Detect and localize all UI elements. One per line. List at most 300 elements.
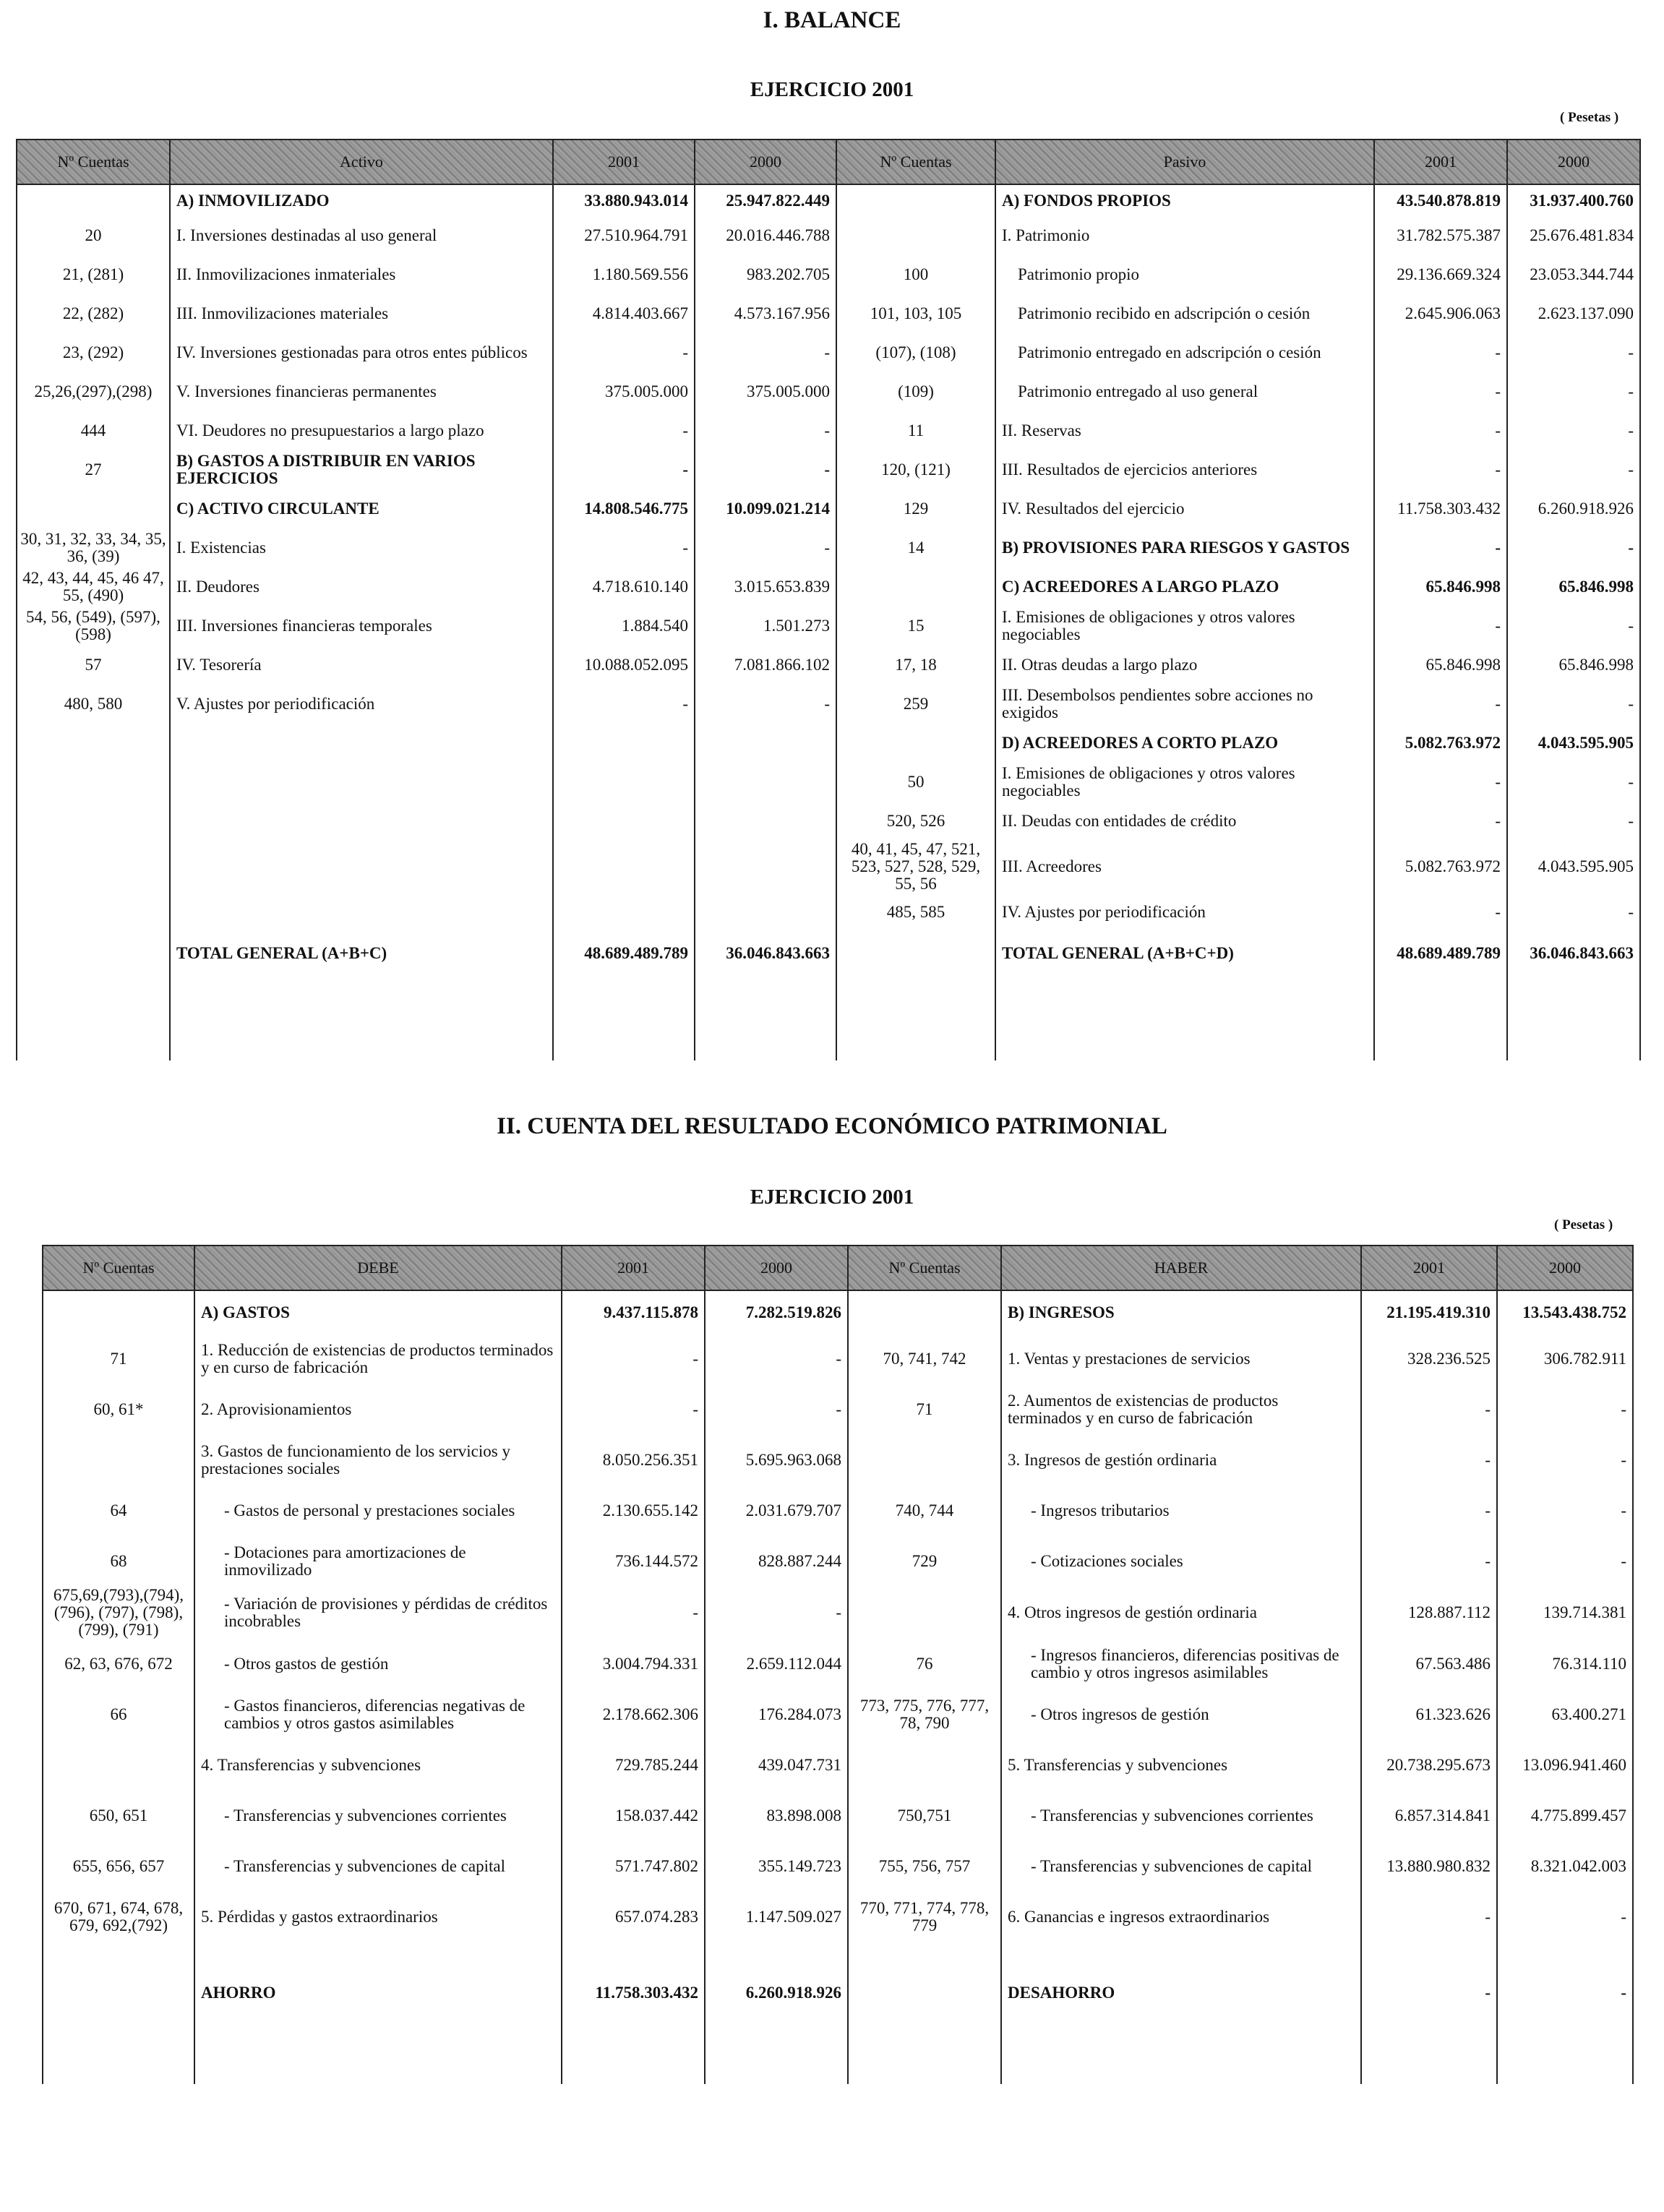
haber-2000-cell: 63.400.271 <box>1497 1689 1633 1740</box>
pasivo-2000-cell: - <box>1507 685 1640 724</box>
results-header-row <box>43 1246 1633 1290</box>
pasivo-2000-cell: - <box>1507 763 1640 802</box>
pasivo-2000-cell: 65.846.998 <box>1507 646 1640 685</box>
activo-label-cell <box>170 763 553 802</box>
pasivo-2001-cell: 65.846.998 <box>1374 646 1507 685</box>
haber-2000-cell: 13.543.438.752 <box>1497 1290 1633 1334</box>
balance-row <box>17 802 1640 841</box>
haber-label-cell: - Ingresos tributarios <box>1001 1486 1361 1536</box>
haber-account-cell: 755, 756, 757 <box>848 1841 1001 1892</box>
haber-label-cell: - Transferencias y subvenciones corrientes <box>1001 1791 1361 1841</box>
pasivo-label-cell: IV. Ajustes por periodificación <box>995 893 1374 932</box>
empty-cell <box>17 975 170 1060</box>
debe-2000-cell: 439.047.731 <box>705 1740 848 1791</box>
haber-label-cell: 6. Ganancias e ingresos extraordinarios <box>1001 1892 1361 1942</box>
activo-2000-cell: 375.005.000 <box>695 372 836 411</box>
results-row <box>43 1841 1633 1892</box>
activo-2001-cell: 375.005.000 <box>553 372 695 411</box>
results-row <box>43 1639 1633 1689</box>
debe-2000-cell: 355.149.723 <box>705 1841 848 1892</box>
activo-label-cell: II. Deudores <box>170 567 553 606</box>
haber-account-cell: 70, 741, 742 <box>848 1334 1001 1384</box>
haber-2001-cell: 6.857.314.841 <box>1361 1791 1497 1841</box>
pasivo-account-cell <box>836 184 995 216</box>
pasivo-2000-cell: 23.053.344.744 <box>1507 255 1640 294</box>
results-header-2001: 2001 <box>1361 1246 1497 1290</box>
activo-2001-cell <box>553 802 695 841</box>
pasivo-2001-cell: - <box>1374 372 1507 411</box>
empty-cell <box>1374 975 1507 1060</box>
debe-label-cell: 1. Reducción de existencias de productos terminados y en curso de fabricación <box>194 1334 562 1384</box>
haber-2000-cell: 13.096.941.460 <box>1497 1740 1633 1791</box>
pasivo-label-cell: III. Acreedores <box>995 841 1374 893</box>
activo-account-cell: 21, (281) <box>17 255 170 294</box>
balance-row <box>17 932 1640 975</box>
debe-2001-cell: 8.050.256.351 <box>562 1435 705 1486</box>
results-exercise: EJERCICIO 2001 <box>750 1186 914 1209</box>
balance-header-2001: 2001 <box>553 140 695 184</box>
haber-2001-cell: - <box>1361 1892 1497 1942</box>
results-row <box>43 1740 1633 1791</box>
balance-row <box>17 411 1640 450</box>
pasivo-account-cell: 50 <box>836 763 995 802</box>
pasivo-account-cell <box>836 932 995 975</box>
pasivo-2000-cell: - <box>1507 802 1640 841</box>
results-header-account: Nº Cuentas <box>848 1246 1001 1290</box>
activo-2001-cell: 10.088.052.095 <box>553 646 695 685</box>
haber-2001-cell: 128.887.112 <box>1361 1587 1497 1639</box>
empty-cell <box>695 975 836 1060</box>
activo-2000-cell: 36.046.843.663 <box>695 932 836 975</box>
pasivo-label-cell: Patrimonio propio <box>995 255 1374 294</box>
balance-row <box>17 763 1640 802</box>
activo-label-cell: B) GASTOS A DISTRIBUIR EN VARIOS EJERCICIOS <box>170 450 553 489</box>
balance-row <box>17 841 1640 893</box>
debe-2000-cell: 2.031.679.707 <box>705 1486 848 1536</box>
pasivo-account-cell: 40, 41, 45, 47, 521, 523, 527, 528, 529, 55, 56 <box>836 841 995 893</box>
pasivo-2000-cell: 65.846.998 <box>1507 567 1640 606</box>
activo-2000-cell: - <box>695 333 836 372</box>
pasivo-2000-cell: 4.043.595.905 <box>1507 724 1640 763</box>
pasivo-label-cell: I. Emisiones de obligaciones y otros valores negociables <box>995 606 1374 646</box>
pasivo-label-cell: C) ACREEDORES A LARGO PLAZO <box>995 567 1374 606</box>
debe-account-cell <box>43 1435 194 1486</box>
activo-2000-cell: 1.501.273 <box>695 606 836 646</box>
haber-2000-cell: 4.775.899.457 <box>1497 1791 1633 1841</box>
debe-2000-cell: 828.887.244 <box>705 1536 848 1587</box>
empty-cell <box>995 975 1374 1060</box>
activo-2001-cell: 14.808.546.775 <box>553 489 695 528</box>
pasivo-2000-cell: - <box>1507 893 1640 932</box>
activo-label-cell <box>170 841 553 893</box>
activo-account-cell: 57 <box>17 646 170 685</box>
haber-2000-cell: - <box>1497 1536 1633 1587</box>
haber-account-cell <box>848 1942 1001 2044</box>
activo-2000-cell: 20.016.446.788 <box>695 216 836 255</box>
empty-cell <box>43 2044 194 2084</box>
debe-2000-cell: 2.659.112.044 <box>705 1639 848 1689</box>
pasivo-2001-cell: - <box>1374 333 1507 372</box>
haber-label-cell: 2. Aumentos de existencias de productos terminados y en curso de fabricación <box>1001 1384 1361 1435</box>
pasivo-label-cell: II. Otras deudas a largo plazo <box>995 646 1374 685</box>
pasivo-label-cell: Patrimonio recibido en adscripción o cesión <box>995 294 1374 333</box>
activo-2001-cell: 1.884.540 <box>553 606 695 646</box>
activo-2001-cell: 48.689.489.789 <box>553 932 695 975</box>
activo-label-cell: I. Existencias <box>170 528 553 567</box>
haber-2001-cell: - <box>1361 1942 1497 2044</box>
debe-label-cell: - Gastos financieros, diferencias negativas de cambios y otros gastos asimilables <box>194 1689 562 1740</box>
empty-cell <box>836 975 995 1060</box>
activo-2001-cell: 4.718.610.140 <box>553 567 695 606</box>
haber-account-cell <box>848 1290 1001 1334</box>
balance-row <box>17 450 1640 489</box>
activo-account-cell <box>17 489 170 528</box>
activo-account-cell <box>17 184 170 216</box>
debe-label-cell: A) GASTOS <box>194 1290 562 1334</box>
results-header-2000: 2000 <box>1497 1246 1633 1290</box>
pasivo-label-cell: TOTAL GENERAL (A+B+C+D) <box>995 932 1374 975</box>
haber-2000-cell: 76.314.110 <box>1497 1639 1633 1689</box>
activo-label-cell: I. Inversiones destinadas al uso general <box>170 216 553 255</box>
activo-label-cell <box>170 802 553 841</box>
pasivo-account-cell: 129 <box>836 489 995 528</box>
haber-2000-cell: 139.714.381 <box>1497 1587 1633 1639</box>
activo-label-cell: TOTAL GENERAL (A+B+C) <box>170 932 553 975</box>
activo-2001-cell <box>553 841 695 893</box>
pasivo-2000-cell: - <box>1507 528 1640 567</box>
pasivo-2001-cell: - <box>1374 685 1507 724</box>
haber-2000-cell: 8.321.042.003 <box>1497 1841 1633 1892</box>
pasivo-account-cell: (107), (108) <box>836 333 995 372</box>
results-title: II. CUENTA DEL RESULTADO ECONÓMICO PATRIMONIAL <box>497 1113 1167 1139</box>
haber-label-cell: DESAHORRO <box>1001 1942 1361 2044</box>
haber-label-cell: - Otros ingresos de gestión <box>1001 1689 1361 1740</box>
activo-account-cell: 20 <box>17 216 170 255</box>
haber-account-cell: 76 <box>848 1639 1001 1689</box>
results-header-debe: DEBE <box>194 1246 562 1290</box>
activo-2000-cell: 25.947.822.449 <box>695 184 836 216</box>
debe-label-cell: AHORRO <box>194 1942 562 2044</box>
empty-cell <box>1497 2044 1633 2084</box>
activo-account-cell <box>17 932 170 975</box>
activo-label-cell <box>170 724 553 763</box>
pasivo-2001-cell: - <box>1374 763 1507 802</box>
debe-2000-cell: 1.147.509.027 <box>705 1892 848 1942</box>
balance-row <box>17 294 1640 333</box>
debe-account-cell: 68 <box>43 1536 194 1587</box>
debe-2001-cell: 657.074.283 <box>562 1892 705 1942</box>
results-table <box>42 1245 1634 2084</box>
activo-2000-cell <box>695 724 836 763</box>
pasivo-2001-cell: 43.540.878.819 <box>1374 184 1507 216</box>
balance-row <box>17 606 1640 646</box>
haber-2001-cell: - <box>1361 1536 1497 1587</box>
debe-account-cell: 675,69,(793),(794), (796), (797), (798), (799), (791) <box>43 1587 194 1639</box>
haber-label-cell: 5. Transferencias y subvenciones <box>1001 1740 1361 1791</box>
debe-2001-cell: 158.037.442 <box>562 1791 705 1841</box>
debe-2000-cell: 7.282.519.826 <box>705 1290 848 1334</box>
activo-account-cell: 22, (282) <box>17 294 170 333</box>
empty-cell <box>848 2044 1001 2084</box>
balance-header-2000: 2000 <box>1507 140 1640 184</box>
debe-2001-cell: 2.130.655.142 <box>562 1486 705 1536</box>
haber-account-cell: 740, 744 <box>848 1486 1001 1536</box>
activo-account-cell: 54, 56, (549), (597), (598) <box>17 606 170 646</box>
pasivo-account-cell: 120, (121) <box>836 450 995 489</box>
debe-2000-cell: 176.284.073 <box>705 1689 848 1740</box>
haber-label-cell: - Ingresos financieros, diferencias positivas de cambio y otros ingresos asimilables <box>1001 1639 1361 1689</box>
balance-header-2000: 2000 <box>695 140 836 184</box>
pasivo-2001-cell: 2.645.906.063 <box>1374 294 1507 333</box>
pasivo-2000-cell: 2.623.137.090 <box>1507 294 1640 333</box>
haber-2001-cell: 67.563.486 <box>1361 1639 1497 1689</box>
pasivo-label-cell: Patrimonio entregado en adscripción o cesión <box>995 333 1374 372</box>
haber-label-cell: B) INGRESOS <box>1001 1290 1361 1334</box>
debe-label-cell: - Dotaciones para amortizaciones de inmovilizado <box>194 1536 562 1587</box>
debe-label-cell: - Transferencias y subvenciones corrientes <box>194 1791 562 1841</box>
activo-label-cell: VI. Deudores no presupuestarios a largo plazo <box>170 411 553 450</box>
debe-account-cell: 71 <box>43 1334 194 1384</box>
debe-2001-cell: - <box>562 1384 705 1435</box>
haber-account-cell <box>848 1740 1001 1791</box>
pasivo-2000-cell: 6.260.918.926 <box>1507 489 1640 528</box>
pasivo-label-cell: III. Resultados de ejercicios anteriores <box>995 450 1374 489</box>
balance-header-account: Nº Cuentas <box>17 140 170 184</box>
haber-2001-cell: 21.195.419.310 <box>1361 1290 1497 1334</box>
activo-2000-cell: - <box>695 450 836 489</box>
pasivo-account-cell: 14 <box>836 528 995 567</box>
activo-2000-cell <box>695 841 836 893</box>
empty-cell <box>1507 975 1640 1060</box>
balance-header-row <box>17 140 1640 184</box>
haber-label-cell: - Transferencias y subvenciones de capital <box>1001 1841 1361 1892</box>
pasivo-account-cell: 15 <box>836 606 995 646</box>
haber-2000-cell: - <box>1497 1384 1633 1435</box>
debe-account-cell: 655, 656, 657 <box>43 1841 194 1892</box>
haber-2001-cell: 13.880.980.832 <box>1361 1841 1497 1892</box>
activo-2000-cell: - <box>695 685 836 724</box>
activo-account-cell: 25,26,(297),(298) <box>17 372 170 411</box>
balance-row <box>17 255 1640 294</box>
balance-row <box>17 646 1640 685</box>
debe-2001-cell: 729.785.244 <box>562 1740 705 1791</box>
pasivo-label-cell: III. Desembolsos pendientes sobre acciones no exigidos <box>995 685 1374 724</box>
debe-2001-cell: 736.144.572 <box>562 1536 705 1587</box>
activo-2000-cell <box>695 893 836 932</box>
debe-label-cell: 3. Gastos de funcionamiento de los servicios y prestaciones sociales <box>194 1435 562 1486</box>
activo-2000-cell: 4.573.167.956 <box>695 294 836 333</box>
activo-2001-cell: 27.510.964.791 <box>553 216 695 255</box>
activo-account-cell: 42, 43, 44, 45, 46 47, 55, (490) <box>17 567 170 606</box>
debe-label-cell: - Variación de provisiones y pérdidas de créditos incobrables <box>194 1587 562 1639</box>
debe-2000-cell: - <box>705 1587 848 1639</box>
activo-account-cell: 480, 580 <box>17 685 170 724</box>
balance-exercise: EJERCICIO 2001 <box>750 78 914 101</box>
pasivo-2001-cell: - <box>1374 802 1507 841</box>
haber-2000-cell: - <box>1497 1486 1633 1536</box>
pasivo-2000-cell: 25.676.481.834 <box>1507 216 1640 255</box>
haber-account-cell: 770, 771, 774, 778, 779 <box>848 1892 1001 1942</box>
pasivo-account-cell: 100 <box>836 255 995 294</box>
pasivo-label-cell: IV. Resultados del ejercicio <box>995 489 1374 528</box>
balance-row <box>17 184 1640 216</box>
activo-2000-cell: - <box>695 528 836 567</box>
debe-label-cell: - Transferencias y subvenciones de capital <box>194 1841 562 1892</box>
debe-2001-cell: 2.178.662.306 <box>562 1689 705 1740</box>
results-row <box>43 1536 1633 1587</box>
activo-account-cell <box>17 724 170 763</box>
activo-label-cell: IV. Tesorería <box>170 646 553 685</box>
results-row <box>43 1486 1633 1536</box>
haber-2001-cell: 20.738.295.673 <box>1361 1740 1497 1791</box>
activo-2000-cell <box>695 802 836 841</box>
haber-2001-cell: 61.323.626 <box>1361 1689 1497 1740</box>
debe-account-cell <box>43 1740 194 1791</box>
pasivo-2000-cell: - <box>1507 333 1640 372</box>
pasivo-2000-cell: 36.046.843.663 <box>1507 932 1640 975</box>
balance-row <box>17 685 1640 724</box>
pasivo-label-cell: I. Patrimonio <box>995 216 1374 255</box>
pasivo-label-cell: Patrimonio entregado al uso general <box>995 372 1374 411</box>
pasivo-account-cell <box>836 567 995 606</box>
pasivo-account-cell <box>836 724 995 763</box>
debe-account-cell: 650, 651 <box>43 1791 194 1841</box>
activo-2000-cell <box>695 763 836 802</box>
haber-2001-cell: - <box>1361 1435 1497 1486</box>
pasivo-account-cell: (109) <box>836 372 995 411</box>
activo-2000-cell: 3.015.653.839 <box>695 567 836 606</box>
results-row <box>43 1942 1633 2044</box>
pasivo-label-cell: B) PROVISIONES PARA RIESGOS Y GASTOS <box>995 528 1374 567</box>
balance-row <box>17 567 1640 606</box>
haber-account-cell <box>848 1435 1001 1486</box>
pasivo-2000-cell: 31.937.400.760 <box>1507 184 1640 216</box>
debe-label-cell: - Otros gastos de gestión <box>194 1639 562 1689</box>
debe-label-cell: 5. Pérdidas y gastos extraordinarios <box>194 1892 562 1942</box>
haber-2000-cell: - <box>1497 1892 1633 1942</box>
debe-2000-cell: - <box>705 1334 848 1384</box>
haber-account-cell: 750,751 <box>848 1791 1001 1841</box>
pasivo-account-cell <box>836 216 995 255</box>
pasivo-label-cell: D) ACREEDORES A CORTO PLAZO <box>995 724 1374 763</box>
balance-table <box>16 139 1641 1060</box>
activo-2001-cell: - <box>553 411 695 450</box>
haber-label-cell: 4. Otros ingresos de gestión ordinaria <box>1001 1587 1361 1639</box>
pasivo-2001-cell: 65.846.998 <box>1374 567 1507 606</box>
haber-2001-cell: - <box>1361 1384 1497 1435</box>
results-trailing-space <box>43 2044 1633 2084</box>
haber-account-cell: 71 <box>848 1384 1001 1435</box>
pasivo-account-cell: 259 <box>836 685 995 724</box>
haber-2000-cell: - <box>1497 1435 1633 1486</box>
pasivo-2001-cell: 48.689.489.789 <box>1374 932 1507 975</box>
debe-2000-cell: - <box>705 1384 848 1435</box>
balance-unit: ( Pesetas ) <box>1560 110 1619 125</box>
haber-label-cell: - Cotizaciones sociales <box>1001 1536 1361 1587</box>
pasivo-label-cell: I. Emisiones de obligaciones y otros valores negociables <box>995 763 1374 802</box>
balance-row <box>17 333 1640 372</box>
pasivo-2001-cell: 5.082.763.972 <box>1374 841 1507 893</box>
activo-account-cell: 27 <box>17 450 170 489</box>
debe-2001-cell: 11.758.303.432 <box>562 1942 705 2044</box>
balance-row <box>17 489 1640 528</box>
pasivo-2001-cell: 11.758.303.432 <box>1374 489 1507 528</box>
pasivo-2001-cell: - <box>1374 528 1507 567</box>
haber-2000-cell: - <box>1497 1942 1633 2044</box>
activo-2001-cell <box>553 763 695 802</box>
results-row <box>43 1290 1633 1334</box>
debe-account-cell <box>43 1942 194 2044</box>
activo-2001-cell: - <box>553 685 695 724</box>
debe-2001-cell: 9.437.115.878 <box>562 1290 705 1334</box>
results-row <box>43 1587 1633 1639</box>
pasivo-account-cell: 17, 18 <box>836 646 995 685</box>
activo-label-cell: V. Inversiones financieras permanentes <box>170 372 553 411</box>
pasivo-2001-cell: 29.136.669.324 <box>1374 255 1507 294</box>
balance-trailing-space <box>17 975 1640 1060</box>
debe-label-cell: 2. Aprovisionamientos <box>194 1384 562 1435</box>
debe-label-cell: - Gastos de personal y prestaciones sociales <box>194 1486 562 1536</box>
results-unit: ( Pesetas ) <box>1554 1217 1613 1233</box>
balance-header-activo: Activo <box>170 140 553 184</box>
debe-account-cell: 64 <box>43 1486 194 1536</box>
debe-account-cell <box>43 1290 194 1334</box>
pasivo-account-cell: 520, 526 <box>836 802 995 841</box>
activo-label-cell: C) ACTIVO CIRCULANTE <box>170 489 553 528</box>
debe-2000-cell: 83.898.008 <box>705 1791 848 1841</box>
balance-title: I. BALANCE <box>763 7 901 33</box>
results-header-2000: 2000 <box>705 1246 848 1290</box>
activo-2001-cell: 1.180.569.556 <box>553 255 695 294</box>
balance-header-2001: 2001 <box>1374 140 1507 184</box>
activo-label-cell: II. Inmovilizaciones inmateriales <box>170 255 553 294</box>
activo-2001-cell: - <box>553 333 695 372</box>
debe-2000-cell: 6.260.918.926 <box>705 1942 848 2044</box>
activo-2000-cell: 10.099.021.214 <box>695 489 836 528</box>
empty-cell <box>562 2044 705 2084</box>
debe-2001-cell: - <box>562 1334 705 1384</box>
pasivo-account-cell: 485, 585 <box>836 893 995 932</box>
pasivo-2001-cell: 5.082.763.972 <box>1374 724 1507 763</box>
balance-row <box>17 528 1640 567</box>
debe-account-cell: 670, 671, 674, 678, 679, 692,(792) <box>43 1892 194 1942</box>
pasivo-2000-cell: - <box>1507 606 1640 646</box>
empty-cell <box>1361 2044 1497 2084</box>
haber-account-cell: 729 <box>848 1536 1001 1587</box>
activo-account-cell <box>17 893 170 932</box>
pasivo-2001-cell: - <box>1374 411 1507 450</box>
haber-2001-cell: 328.236.525 <box>1361 1334 1497 1384</box>
results-header-2001: 2001 <box>562 1246 705 1290</box>
activo-account-cell: 444 <box>17 411 170 450</box>
pasivo-2001-cell: 31.782.575.387 <box>1374 216 1507 255</box>
pasivo-2000-cell: 4.043.595.905 <box>1507 841 1640 893</box>
results-row <box>43 1791 1633 1841</box>
results-header-account: Nº Cuentas <box>43 1246 194 1290</box>
empty-cell <box>170 975 553 1060</box>
debe-2001-cell: 571.747.802 <box>562 1841 705 1892</box>
haber-account-cell <box>848 1587 1001 1639</box>
activo-account-cell: 30, 31, 32, 33, 34, 35, 36, (39) <box>17 528 170 567</box>
activo-2001-cell <box>553 893 695 932</box>
haber-2000-cell: 306.782.911 <box>1497 1334 1633 1384</box>
pasivo-2000-cell: - <box>1507 411 1640 450</box>
debe-account-cell: 60, 61* <box>43 1384 194 1435</box>
balance-header-account: Nº Cuentas <box>836 140 995 184</box>
balance-row <box>17 372 1640 411</box>
results-row <box>43 1689 1633 1740</box>
pasivo-account-cell: 11 <box>836 411 995 450</box>
